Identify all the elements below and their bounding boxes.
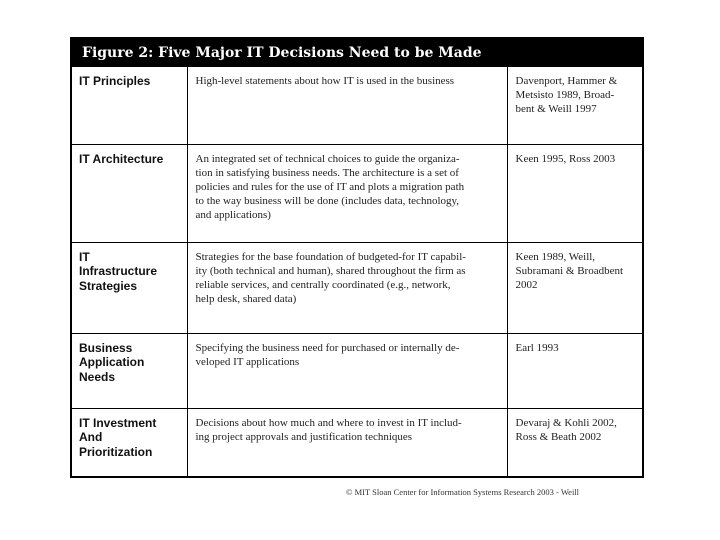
decision-label: IT Principles — [79, 74, 151, 88]
figure-table-container — [70, 37, 644, 478]
decision-cell — [72, 242, 187, 333]
source-line: bent & Weill 1997 — [515, 103, 597, 116]
description-line: help desk, shared data) — [195, 293, 297, 306]
description-line: reliable services, and centrally coordinated (e.g., network, — [195, 278, 451, 291]
sources-cell — [507, 333, 642, 408]
description-line: ing project approvals and justification techniques — [195, 430, 413, 443]
description-line: tion in satisfying business needs. The architecture is a set of — [195, 166, 459, 179]
description-line: Decisions about how much and where to invest in IT includ- — [195, 416, 462, 429]
source-line: Devaraj & Kohli 2002, — [515, 416, 617, 429]
decision-label: And — [79, 430, 103, 444]
description-line: veloped IT applications — [195, 355, 300, 368]
source-line: Ross & Beath 2002 — [515, 430, 602, 443]
decision-cell — [72, 67, 187, 144]
decision-label: Prioritization — [79, 444, 153, 459]
description-cell — [187, 408, 507, 476]
decision-label: Strategies — [79, 278, 138, 293]
description-line: and applications) — [195, 209, 271, 222]
decision-label: IT Investment — [79, 415, 157, 430]
decision-label: IT — [79, 249, 90, 264]
source-line: Earl 1993 — [515, 341, 559, 354]
table-row — [72, 144, 642, 242]
description-cell — [187, 333, 507, 408]
description-line: Specifying the business need for purchased or internally de- — [195, 341, 460, 354]
decisions-table — [72, 67, 642, 476]
decision-cell — [72, 144, 187, 242]
description-line: ity (both technical and human), shared throughout the firm as — [195, 264, 466, 277]
source-line: Keen 1995, Ross 2003 — [515, 152, 616, 165]
table-row — [72, 408, 642, 476]
description-line: to the way business will be done (includes data, technology, — [195, 195, 460, 208]
source-line: Subramani & Broadbent — [515, 264, 624, 277]
sources-cell — [507, 408, 642, 476]
decision-label: Application — [79, 355, 145, 369]
figure-title: Figure 2: Five Major IT Decisions Need to be Made — [72, 39, 642, 67]
description-cell — [187, 144, 507, 242]
decision-cell — [72, 408, 187, 476]
description-line: policies and rules for the use of IT and plots a migration path — [195, 180, 465, 193]
description-cell — [187, 67, 507, 144]
sources-cell — [507, 144, 642, 242]
description-line: Strategies for the base foundation of budgeted-for IT capabil- — [195, 250, 466, 263]
source-line: Metsisto 1989, Broad- — [515, 89, 615, 102]
source-line: Davenport, Hammer & — [515, 75, 618, 87]
source-line: 2002 — [515, 278, 538, 291]
table-row — [72, 333, 642, 408]
source-line: Keen 1989, Weill, — [515, 250, 596, 263]
decision-label: Business — [79, 340, 133, 355]
sources-cell — [507, 67, 642, 144]
sources-cell — [507, 242, 642, 333]
decision-label: Infrastructure — [79, 264, 158, 278]
copyright-credit: © MIT Sloan Center for Information Systems Research 2003 - Weill — [346, 487, 580, 497]
table-row — [72, 67, 642, 144]
description-line: High-level statements about how IT is used in the business — [195, 75, 455, 87]
description-line: An integrated set of technical choices to guide the organiza- — [195, 152, 460, 165]
description-cell — [187, 242, 507, 333]
decision-cell — [72, 333, 187, 408]
decision-label: Needs — [79, 369, 116, 384]
decision-label: IT Architecture — [79, 151, 164, 166]
table-row — [72, 242, 642, 333]
